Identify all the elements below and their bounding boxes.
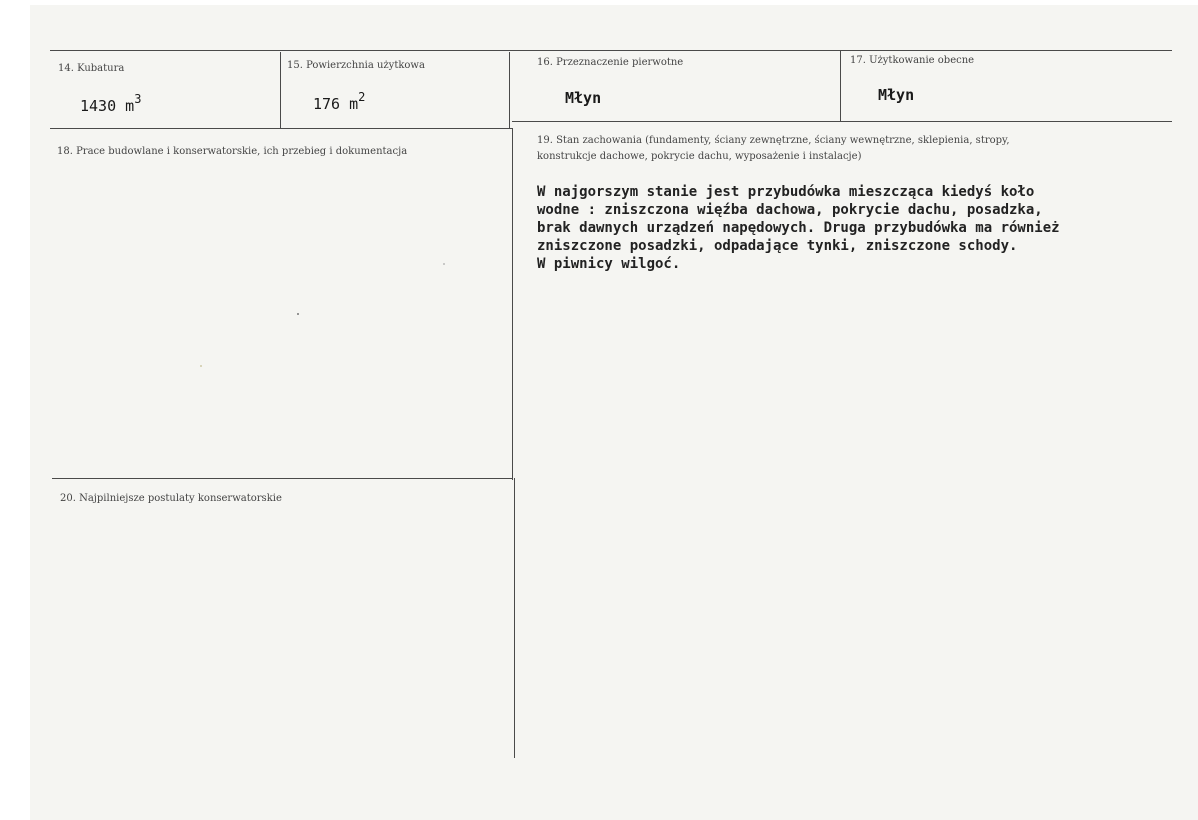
field15-exponent: 2 [358, 90, 366, 104]
row1-bottom-rule-left [50, 128, 512, 129]
divider-16-17 [840, 50, 841, 121]
condition-line: W piwnicy wilgoć. [537, 256, 681, 272]
paper-speck [443, 263, 445, 265]
field17-label: 17. Użytkowanie obecne [850, 55, 975, 66]
field18-label: 18. Prace budowlane i konserwatorskie, ich przebieg i dokumentacja [57, 146, 408, 157]
field15-number: 176 m [313, 95, 359, 113]
field16-label: 16. Przeznaczenie pierwotne [537, 57, 684, 68]
field19-label-line2: konstrukcje dachowe, pokrycie dachu, wyposażenie i instalacje) [537, 151, 862, 162]
main-divider [512, 128, 513, 480]
condition-line: zniszczone posadzki, odpadające tynki, zniszczone schody. [537, 238, 1018, 254]
field17-value: Młyn [878, 86, 915, 104]
field14-number: 1430 m [80, 97, 135, 115]
field20-label: 20. Najpilniejsze postulaty konserwatorskie [60, 493, 282, 504]
main-divider-lower [514, 478, 515, 758]
field19-label-line1: 19. Stan zachowania (fundamenty, ściany zewnętrzne, ściany wewnętrzne, sklepienia, stropy, [537, 135, 1010, 146]
field18-bottom-rule [52, 478, 512, 479]
paper-speck [200, 365, 202, 367]
condition-line: W najgorszym stanie jest przybudówka mieszcząca kiedyś koło [537, 184, 1035, 200]
field16-value: Młyn [565, 89, 602, 107]
field14-value [80, 92, 141, 115]
top-rule [50, 50, 1172, 51]
row1-bottom-rule-right [512, 121, 1172, 122]
divider-15-16 [509, 52, 510, 128]
field19-condition-text [537, 183, 1177, 273]
field15-label: 15. Powierzchnia użytkowa [287, 60, 425, 71]
condition-line: brak dawnych urządzeń napędowych. Druga przybudówka ma również [537, 220, 1060, 236]
field14-label: 14. Kubatura [58, 63, 125, 74]
paper-speck [297, 313, 299, 315]
condition-line: wodne : zniszczona więźba dachowa, pokrycie dachu, posadzka, [537, 202, 1043, 218]
divider-14-15 [280, 52, 281, 128]
field14-exponent: 3 [134, 92, 142, 106]
field15-value [313, 90, 365, 113]
